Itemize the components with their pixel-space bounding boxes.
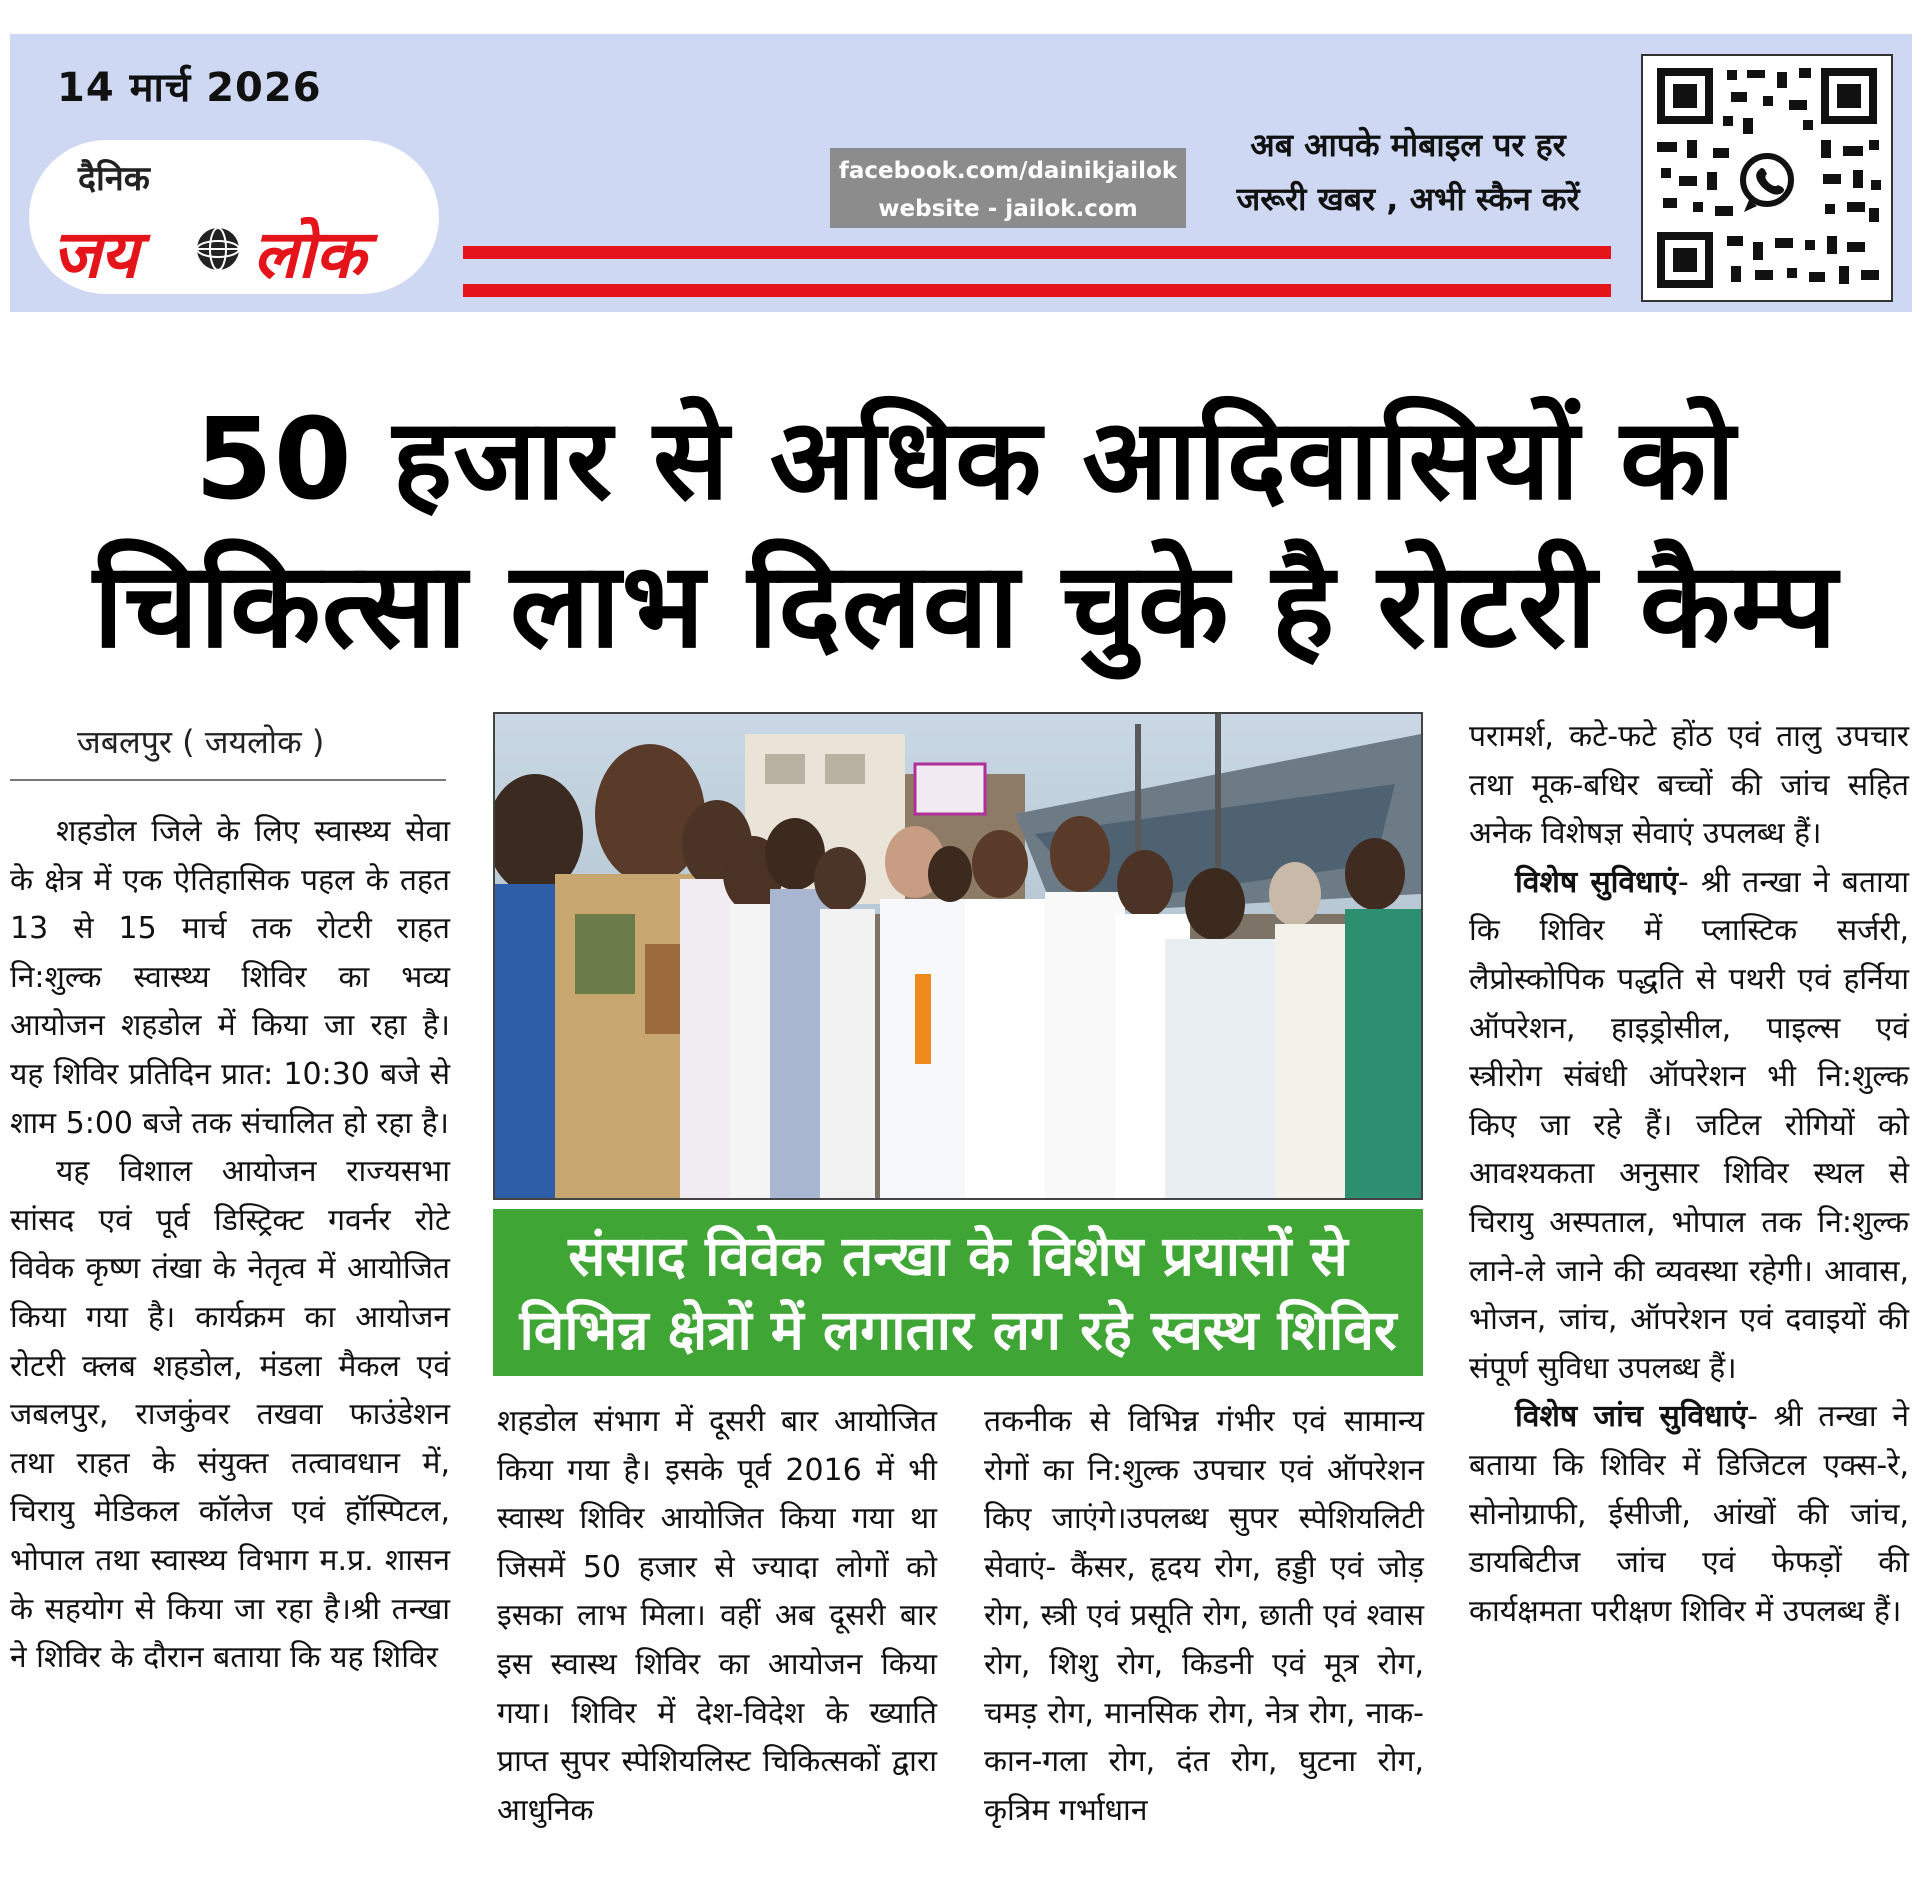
qr-code-icon[interactable] (1641, 54, 1893, 302)
paragraph: यह विशाल आयोजन राज्यसभा सांसद एवं पूर्व डिस्ट्रिक्ट गवर्नर रोटे विवेक कृष्ण तंखा के नेतृत्व में आयोजित किया गया है। कार्यक्रम का आयोजन रोटरी क्लब शहडोल, मंडला मैकल एवं जबलपुर, राजकुंवर तखवा फाउंडेशन तथा राहत के संयुक्त तत्वावधान में, चिरायु मेडिकल कॉलेज एवं हॉस्पिटल, भोपाल तथा स्वास्थ्य विभाग म.प्र. शासन के सहयोग से किया जा रहा है।श्री तन्खा ने शिविर के दौरान बताया कि यह शिविर (10, 1154, 450, 1676)
subhead-special-facilities: विशेष सुविधाएं (1515, 864, 1678, 900)
banner-line-2: विभिन्न क्षेत्रों में लगातार लग रहे स्वस्थ शिविर (519, 1298, 1397, 1362)
paragraph: तकनीक से विभिन्न गंभीर एवं सामान्य रोगों का नि:शुल्क उपचार एवं ऑपरेशन किए जाएंगे।उपलब्ध सुपर स्पेशियलिटी सेवाएं- कैंसर, हृदय रोग, हड्डी एवं जोड़ रोग, स्त्री एवं प्रसूति रोग, छाती एवं श्वास रोग, शिशु रोग, किडनी एवं मूत्र रोग, चमड़ रोग, मानसिक रोग, नेत्र रोग, नाक-कान-गला रोग, दंत रोग, घुटना रोग, कृत्रिम गर्भाधान (984, 1404, 1424, 1828)
paragraph-text: - श्री तन्खा ने बताया कि शिविर में प्लास्टिक सर्जरी, लैप्रोस्कोपिक पद्धति से पथरी एवं हर्निया ऑपरेशन, हाइड्रोसील, पाइल्स एवं स्त्रीरोग संबंधी ऑपरेशन भी नि:शुल्क किए जा रहे हैं। जटिल रोगियों को आवश्यकता अनुसार शिविर स्थल से चिरायु अस्पताल, भोपाल तक नि:शुल्क लाने-ले जाने की व्यवस्था रहेगी। आवास, भोजन, जांच, ऑपरेशन एवं दवाइयों की संपूर्ण सुविधा उपलब्ध हैं। (1469, 864, 1909, 1386)
promo-line-2: जरूरी खबर , अभी स्कैन करें (1236, 180, 1580, 218)
logo-text-left: जय (52, 216, 138, 293)
subheadline-banner (493, 1209, 1423, 1376)
paragraph: शहडोल जिले के लिए स्वास्थ्य सेवा के क्षेत्र में एक ऐतिहासिक पहल के तहत 13 से 15 मार्च तक रोटरी राहत नि:शुल्क स्वास्थ्य शिविर का भव्य आयोजन शहडोल में किया जा रहा है। यह शिविर प्रतिदिन प्रात: 10:30 बजे से शाम 5:00 बजे तक संचालित हो रहा है। (10, 814, 450, 1141)
article-column-4 (1469, 713, 1909, 1636)
logo-small-text: दैनिक (78, 159, 150, 199)
website-link[interactable]: website - jailok.com (878, 196, 1138, 222)
paragraph: शहडोल संभाग में दूसरी बार आयोजित किया गया है। इसके पूर्व 2016 में भी स्वास्थ शिविर आयोजित किया गया था जिसमें 50 हजार से ज्यादा लोगों को इसका लाभ मिला। वहीं अब दूसरी बार इस स्वास्थ शिविर का आयोजन किया गया। शिविर में देश-विदेश के ख्याति प्राप्त सुपर स्पेशियलिस्ट चिकित्सकों द्वारा आधुनिक (497, 1404, 937, 1828)
news-photo (493, 712, 1423, 1200)
logo-text-right: लोक (253, 216, 366, 293)
masthead-red-rule-bottom (463, 284, 1611, 297)
promo-line-1: अब आपके मोबाइल पर हर (1250, 126, 1566, 164)
masthead-red-rule-top (463, 246, 1611, 259)
headline-line-2: चिकित्सा लाभ दिलवा चुके है रोटरी कैम्प (93, 536, 1838, 674)
issue-date: 14 मार्च 2026 (57, 65, 322, 111)
paragraph: परामर्श, कटे-फटे होंठ एवं तालु उपचार तथा मूक-बधिर बच्चों की जांच सहित अनेक विशेषज्ञ सेवाएं उपलब्ध हैं। (1469, 719, 1909, 852)
facebook-link[interactable]: facebook.com/dainikjailok (838, 158, 1178, 184)
paragraph (1469, 1393, 1909, 1636)
dateline: जबलपुर ( जयलोक ) (77, 723, 325, 761)
banner-line-1: संसाद विवेक तन्खा के विशेष प्रयासों से (568, 1224, 1348, 1288)
article-column-2 (497, 1398, 937, 1835)
paragraph-text: - श्री तन्खा ने बताया कि शिविर में डिजिटल एक्स-रे, सोनोग्राफी, ईसीजी, आंखों की जांच, डायबिटीज जांच एवं फेफड़ों की कार्यक्षमता परीक्षण शिविर में उपलब्ध हैं। (1469, 1399, 1909, 1629)
social-links-box[interactable] (830, 148, 1186, 228)
headline-line-1: 50 हजार से अधिक आदिवासियों को (194, 395, 1737, 525)
article-column-3 (984, 1398, 1424, 1835)
article-column-1 (10, 808, 450, 1683)
subhead-special-tests: विशेष जांच सुविधाएं (1515, 1399, 1748, 1435)
scan-promo (1218, 118, 1598, 226)
paragraph (1469, 859, 1909, 1394)
dateline-rule (10, 779, 446, 781)
globe-icon (194, 225, 242, 273)
